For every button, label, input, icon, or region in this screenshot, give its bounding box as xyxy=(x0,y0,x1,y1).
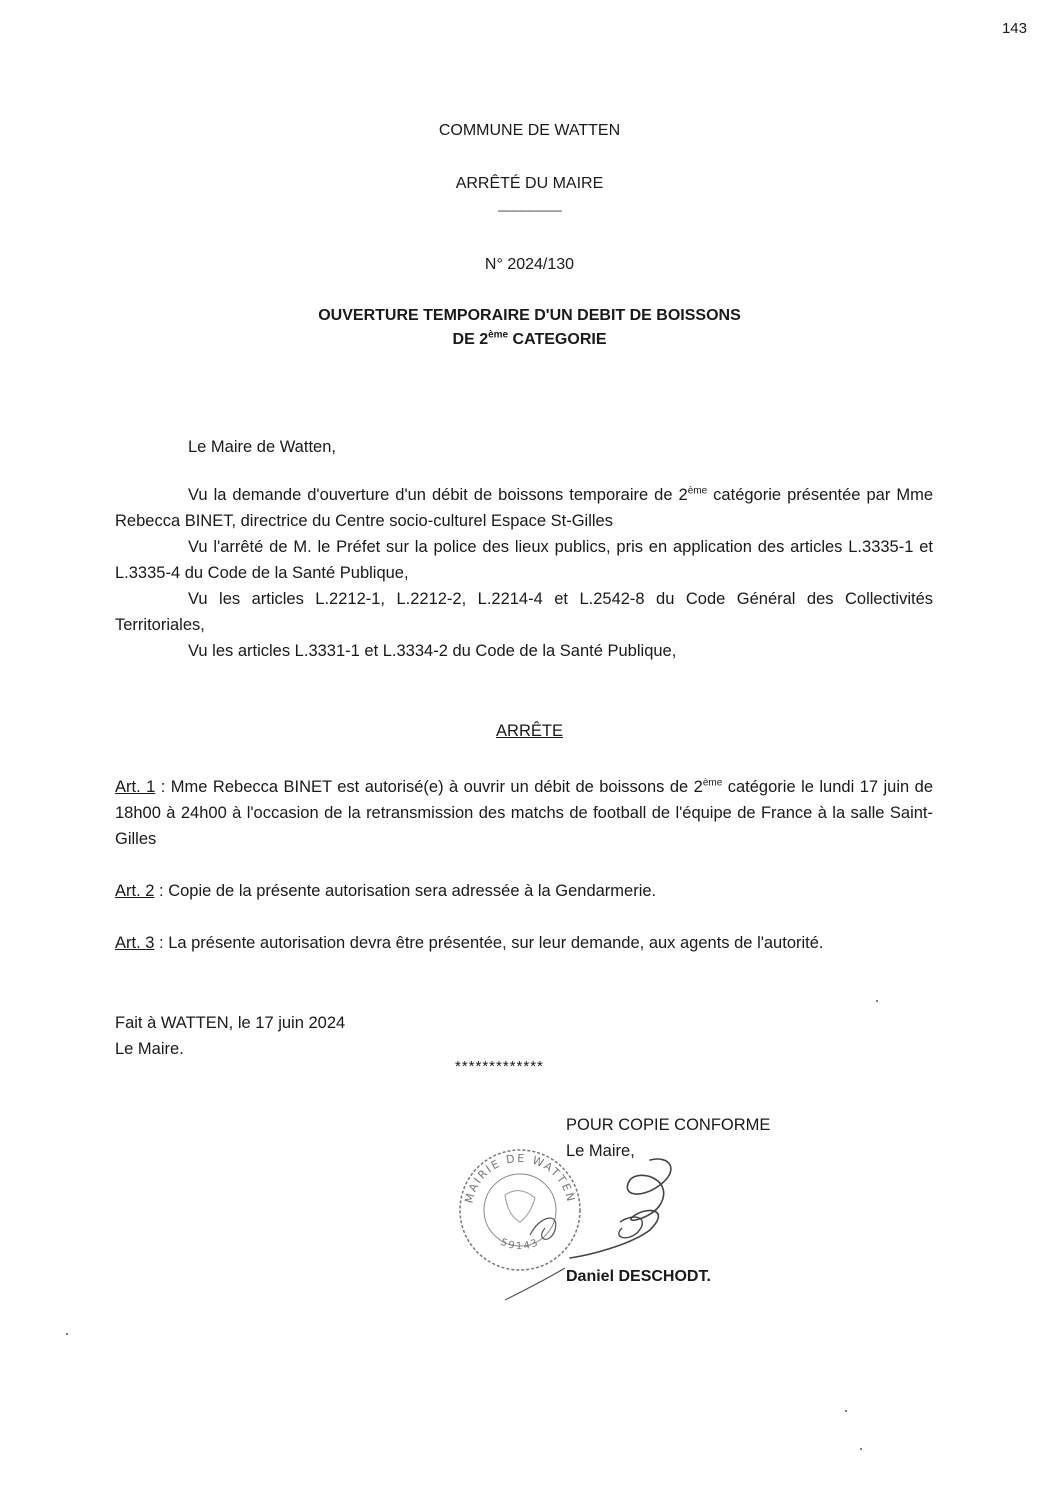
arrete-heading: ARRÊTE xyxy=(496,722,563,740)
vu-arrete-prefet: Vu l'arrêté de M. le Préfet sur la police des lieux publics, pris en application des articles L.3335-1 et L.3335-4 du Code de la Santé Publique, xyxy=(115,538,933,582)
article-2-label: Art. 2 xyxy=(115,882,155,900)
scan-speck xyxy=(876,1000,878,1002)
page-number: 143 xyxy=(1001,20,1027,37)
svg-text:MAIRIE DE WATTEN: MAIRIE DE WATTEN xyxy=(462,1151,578,1205)
heading-separator: ------------------------ xyxy=(497,205,562,217)
vu-sante-publique: Vu les articles L.3331-1 et L.3334-2 du Code de la Santé Publique, xyxy=(188,642,677,660)
pour-copie-conforme: POUR COPIE CONFORME xyxy=(566,1116,771,1134)
commune-heading: COMMUNE DE WATTEN xyxy=(438,122,621,139)
title-line-2: DE 2ème CATEGORIE xyxy=(452,329,607,348)
le-maire-closing: Le Maire. xyxy=(115,1040,184,1058)
article-2: Art. 2 : Copie de la présente autorisation sera adressée à la Gendarmerie. xyxy=(115,882,657,900)
article-3-label: Art. 3 xyxy=(115,934,155,952)
salutation: Le Maire de Watten, xyxy=(188,438,336,456)
preamble xyxy=(115,434,933,664)
fait-a: Fait à WATTEN, le 17 juin 2024 xyxy=(115,1014,346,1032)
article-1-label: Art. 1 xyxy=(115,778,156,796)
arrete-du-maire-heading: ARRÊTÉ DU MAIRE xyxy=(455,175,604,192)
vu-demande: Vu la demande d'ouverture d'un débit de boissons temporaire de 2ème catégorie présentée par Mme Rebecca BINET, directrice du Centre socio-culturel Espace St-Gilles xyxy=(115,485,934,530)
title-line-1: OUVERTURE TEMPORAIRE D'UN DEBIT DE BOISSONS xyxy=(318,307,741,324)
le-maire-signature: Le Maire, xyxy=(566,1142,635,1160)
document-title xyxy=(0,304,1059,352)
scan-speck xyxy=(845,1410,847,1412)
svg-text:59143: 59143 xyxy=(498,1236,542,1253)
scan-speck xyxy=(860,1448,862,1450)
arrete-number: N° 2024/130 xyxy=(484,256,575,273)
scan-speck xyxy=(66,1333,68,1335)
vu-cgct: Vu les articles L.2212-1, L.2212-2, L.2214-4 et L.2542-8 du Code Général des Collectivités Territoriales, xyxy=(115,590,933,634)
article-1: Art. 1 : Mme Rebecca BINET est autorisé(e) à ouvrir un débit de boissons de 2ème catégorie le lundi 17 juin de 18h00 à 24h00 à l'occasion de la retransmission des matchs de football de l'équipe de France à la salle Saint-Gilles xyxy=(115,777,933,848)
signatory-name: Daniel DESCHODT. xyxy=(566,1268,711,1285)
stars-separator: ************* xyxy=(455,1058,544,1075)
closing-block xyxy=(115,1010,933,1062)
article-3: Art. 3 : La présente autorisation devra être présentée, sur leur demande, aux agents de l'autorité. xyxy=(115,934,824,952)
